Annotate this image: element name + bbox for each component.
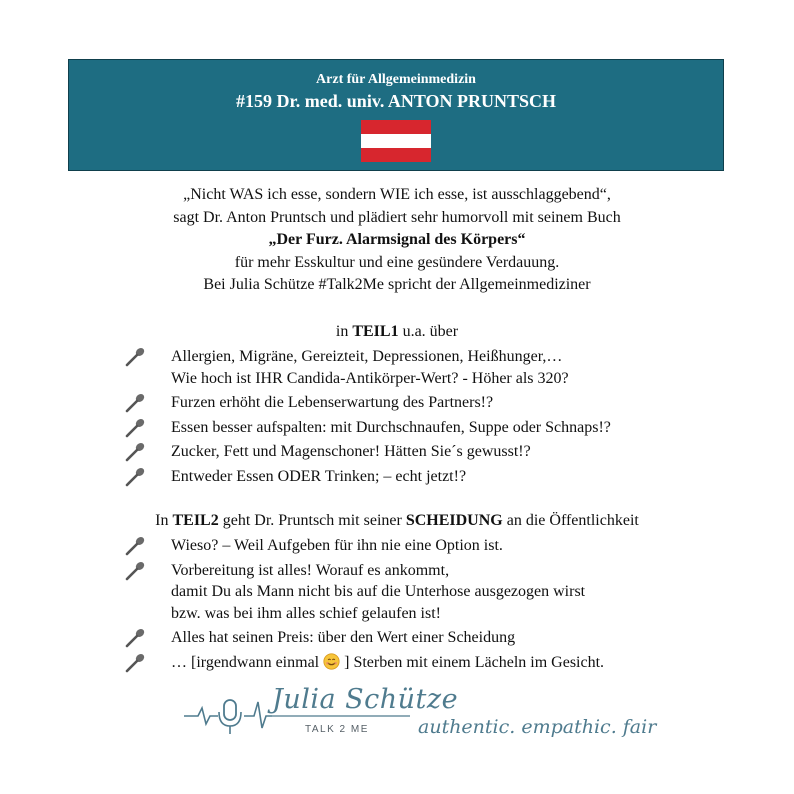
part1-item-3: Essen besser aufspalten: mit Durchschnaufen, Suppe oder Schnaps!? [171, 418, 611, 436]
part1-item-4: Zucker, Fett und Magenschoner! Hätten Sie´s gewusst!? [171, 443, 531, 460]
part2-label-divorce: SCHEIDUNG [405, 512, 503, 529]
part2-item-1: Wieso? – Weil Aufgeben für ihn nie eine Option ist. [171, 537, 503, 554]
microphone-icon [124, 628, 146, 648]
list-item [124, 417, 611, 439]
part1-prefix: in [335, 323, 353, 340]
part2-item-3: Alles hat seinen Preis: über den Wert einer Scheidung [171, 629, 516, 646]
part1-suffix: u.a. über [398, 323, 459, 340]
list-item [124, 627, 604, 649]
part1-item-1-line-2: Wie hoch ist IHR Candida-Antikörper-Wert? - Höher als 320? [171, 369, 569, 387]
microphone-icon [124, 561, 146, 581]
part1-heading [0, 323, 794, 341]
austria-flag-icon [361, 120, 431, 162]
logo-name: Julia Schütze [272, 684, 459, 715]
list-item [124, 466, 611, 488]
part2-item-4-before: … [irgendwann einmal [171, 653, 320, 671]
smiling-face-emoji [323, 653, 340, 670]
flag-stripe-middle [361, 134, 431, 148]
part1-item-5: Entweder Essen ODER Trinken; – echt jetzt!? [171, 467, 467, 485]
part2-list [124, 535, 604, 676]
part2-item-4-after: ] Sterben mit einem Lächeln im Gesicht. [344, 653, 605, 671]
part2-item-2-line-2: damit Du als Mann nicht bis auf die Unterhose ausgezogen wirst [171, 583, 586, 600]
part1-item-2: Furzen erhöht die Lebenserwartung des Partners!? [171, 394, 494, 411]
part2-suffix: an die Öffentlichkeit [502, 512, 639, 529]
part2-label: TEIL2 [172, 512, 219, 529]
list-item [124, 392, 611, 414]
microphone-icon [124, 467, 146, 487]
microphone-icon [124, 442, 146, 462]
intro-line-2: sagt Dr. Anton Pruntsch und plädiert sehr humorvoll mit seinem Buch [173, 208, 621, 226]
intro-text [0, 184, 794, 297]
header-banner [68, 59, 724, 171]
list-item [124, 441, 611, 463]
flag-stripe-bottom [361, 148, 431, 162]
list-item [124, 652, 604, 674]
part1-list [124, 346, 611, 490]
book-title: „Der Furz. Alarmsignal des Körpers“ [268, 231, 526, 248]
microphone-icon [124, 418, 146, 438]
microphone-icon [124, 536, 146, 556]
flag-stripe-top [361, 120, 431, 134]
microphone-icon [124, 653, 146, 673]
part1-label: TEIL1 [352, 323, 399, 340]
part2-middle: geht Dr. Pruntsch mit seiner [218, 512, 406, 529]
header-subtitle: Arzt für Allgemeinmedizin [316, 72, 476, 87]
microphone-icon [124, 393, 146, 413]
logo-tagline: authentic. empathic. fair [418, 716, 657, 738]
part1-item-1-line-1: Allergien, Migräne, Gereizteit, Depressionen, Heißhunger,… [171, 348, 563, 365]
intro-line-5: Bei Julia Schütze #Talk2Me spricht der Allgemeinmediziner [203, 276, 591, 293]
part2-item-2-line-3: bzw. was bei ihm alles schief gelaufen ist! [171, 604, 441, 622]
part2-heading [0, 512, 794, 530]
microphone-icon [124, 347, 146, 367]
intro-quote: „Nicht WAS ich esse, sondern WIE ich esse, ist ausschlaggebend“, [183, 186, 611, 203]
part2-item-4 [171, 652, 604, 674]
intro-line-4: für mehr Esskultur und eine gesündere Verdauung. [234, 253, 560, 271]
header-title: #159 Dr. med. univ. ANTON PRUNTSCH [235, 91, 557, 111]
part2-item-2-line-1: Vorbereitung ist alles! Worauf es ankommt, [171, 561, 450, 579]
part2-prefix: In [155, 512, 173, 529]
logo-subtitle: TALK 2 ME [305, 724, 369, 735]
list-item [124, 346, 611, 389]
list-item [124, 535, 604, 557]
list-item [124, 560, 604, 625]
